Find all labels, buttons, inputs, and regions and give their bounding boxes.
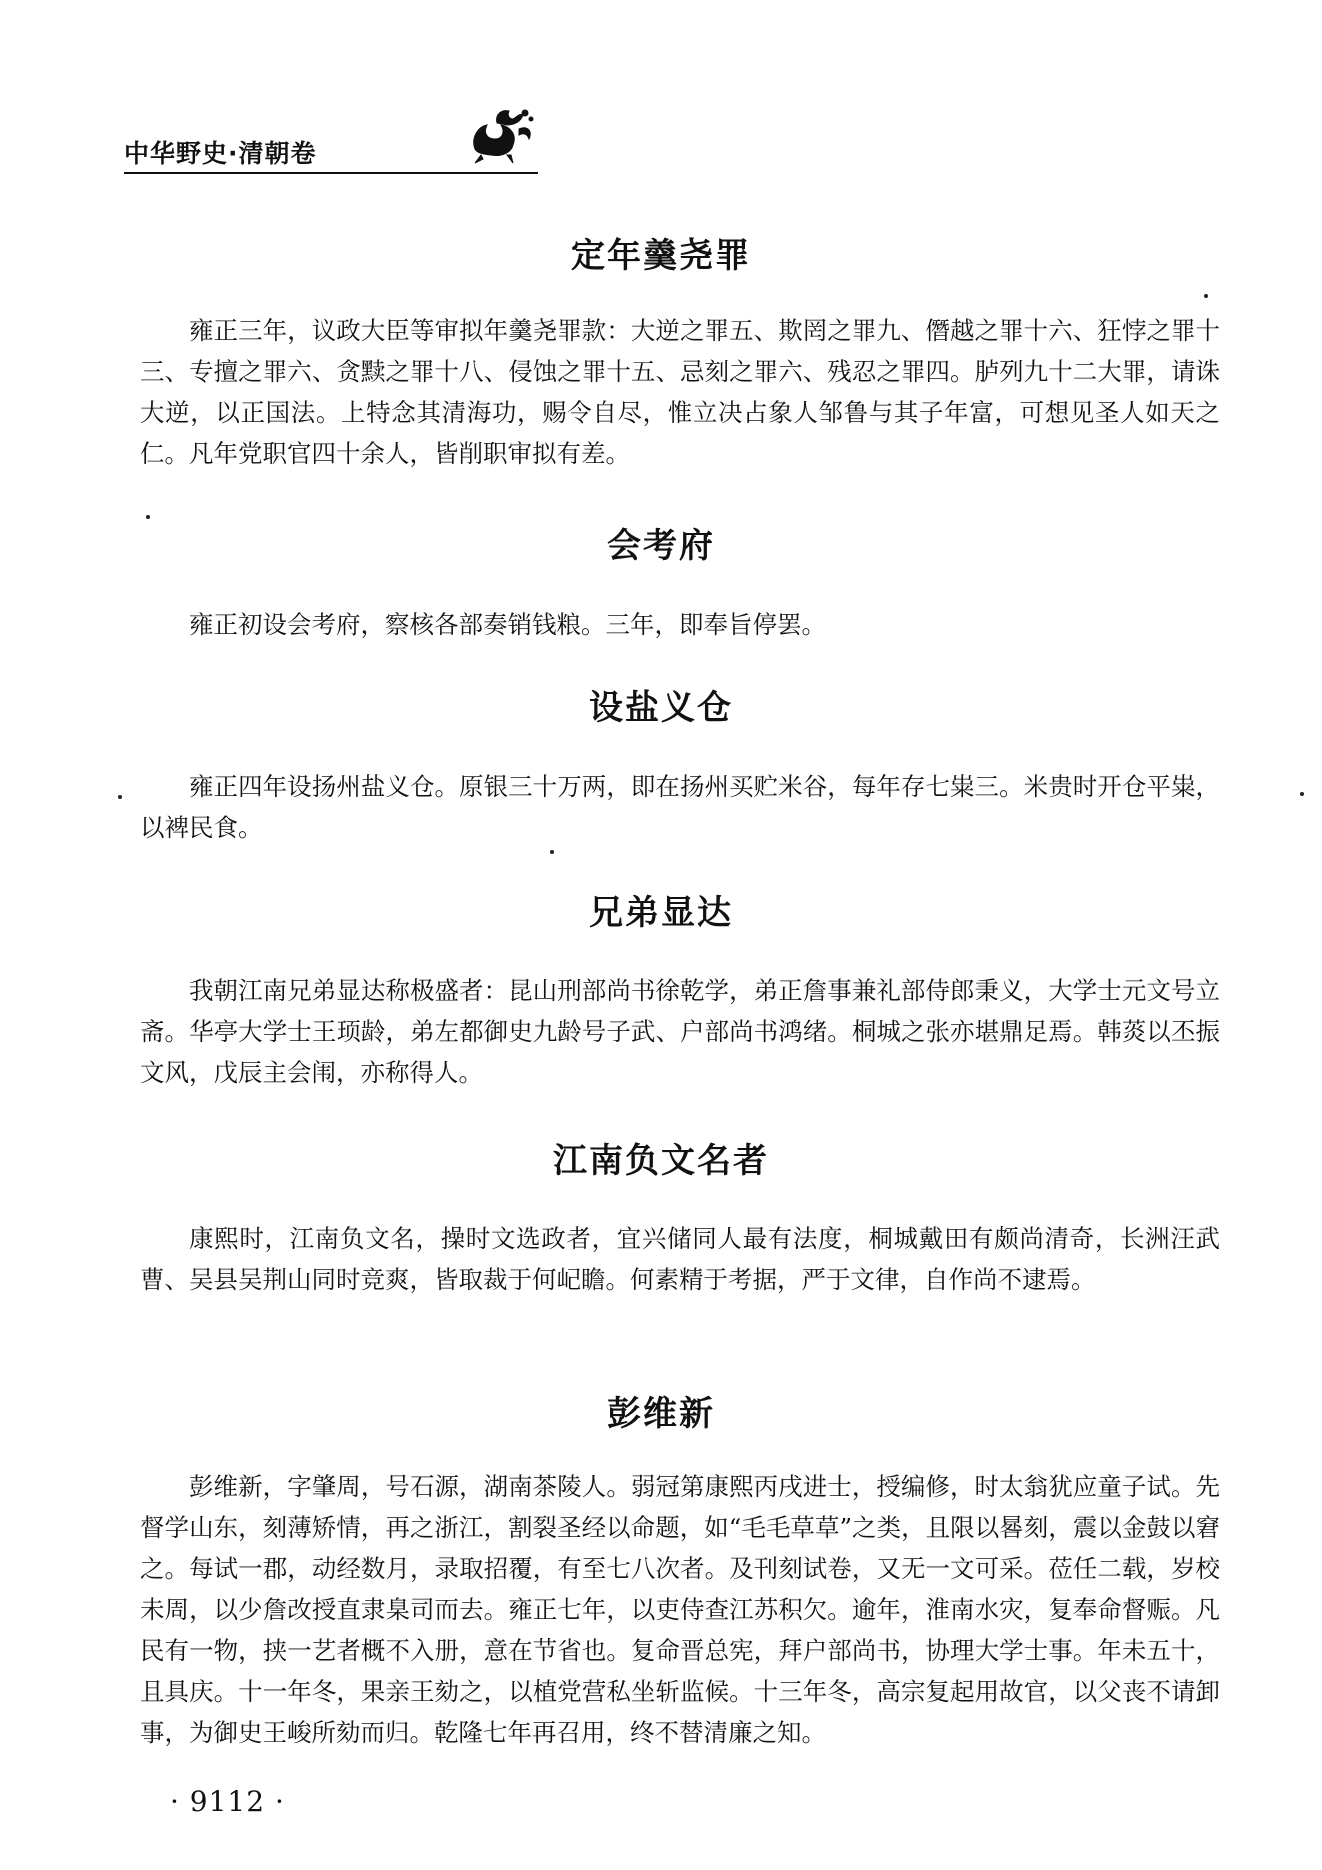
section-body: 彭维新，字肇周，号石源，湖南茶陵人。弱冠第康熙丙戌进士，授编修，时太翁犹应童子试。先督学山东，刻薄矫情，再之浙江，割裂圣经以命题，如“毛毛草草”之类，且限以晷刻，震以金鼓以窘之。每试一郡，动经数月，录取招覆，有至七八次者。及刊刻试卷，又无一文可采。莅任二载，岁校未周，以少詹改授直隶臬司而去。雍正七年，以吏侍查江苏积欠。逾年，淮南水灾，复奉命督赈。凡民有一物，挟一艺者概不入册，意在节省也。复命晋总宪，拜户部尚书，协理大学士事。年未五十，且具庆。十一年冬，果亲王劾之，以植党营私坐斩监候。十三年冬，高宗复起用故官，以父丧不请卸事，为御史王峻所劾而归。乾隆七年再召用，终不替清廉之知。 [140, 1472, 1220, 1747]
book-title: 中华野史·清朝卷 [124, 139, 317, 168]
scan-speck [1300, 792, 1304, 796]
section-title: 会考府 [607, 526, 715, 566]
section-title: 定年羹尧罪 [571, 236, 751, 276]
dragon-icon [467, 105, 539, 165]
scan-speck [1204, 294, 1208, 298]
section-title: 设盐义仓 [589, 688, 733, 728]
section-body: 我朝江南兄弟显达称极盛者：昆山刑部尚书徐乾学，弟正詹事兼礼部侍郎秉义，大学士元文号立斋。华亭大学士王顼龄，弟左都御史九龄号子武、户部尚书鸿绪。桐城之张亦堪鼎足焉。韩菼以丕振文风，戊辰主会闱，亦称得人。 [140, 976, 1220, 1087]
section-title: 江南负文名者 [553, 1141, 769, 1181]
scan-speck [550, 850, 554, 854]
section-title: 兄弟显达 [589, 893, 733, 933]
section-body: 康熙时，江南负文名，操时文选政者，宜兴储同人最有法度，桐城戴田有颇尚清奇，长洲汪武曹、吴县吴荆山同时竞爽，皆取裁于何屺瞻。何素精于考据，严于文律，自作尚不逮焉。 [140, 1224, 1220, 1294]
page-number: · 9112 · [170, 1785, 285, 1818]
running-header [124, 110, 538, 170]
scan-speck [118, 795, 122, 799]
header-rule [124, 172, 538, 174]
section-body: 雍正初设会考府，察核各部奏销钱粮。三年，即奉旨停罢。 [189, 610, 826, 639]
section-title: 彭维新 [607, 1394, 715, 1434]
section-body: 雍正四年设扬州盐义仓。原银三十万两，即在扬州买贮米谷，每年存七粜三。米贵时开仓平粜，以裨民食。 [140, 772, 1220, 842]
scan-speck [146, 515, 150, 519]
section-body: 雍正三年，议政大臣等审拟年羹尧罪款：大逆之罪五、欺罔之罪九、僭越之罪十六、狂悖之罪十三、专擅之罪六、贪黩之罪十八、侵蚀之罪十五、忌刻之罪六、残忍之罪四。胪列九十二大罪，请诛大逆，以正国法。上特念其清海功，赐令自尽，惟立决占象人邹鲁与其子年富，可想见圣人如天之仁。凡年党职官四十余人，皆削职审拟有差。 [140, 316, 1220, 468]
